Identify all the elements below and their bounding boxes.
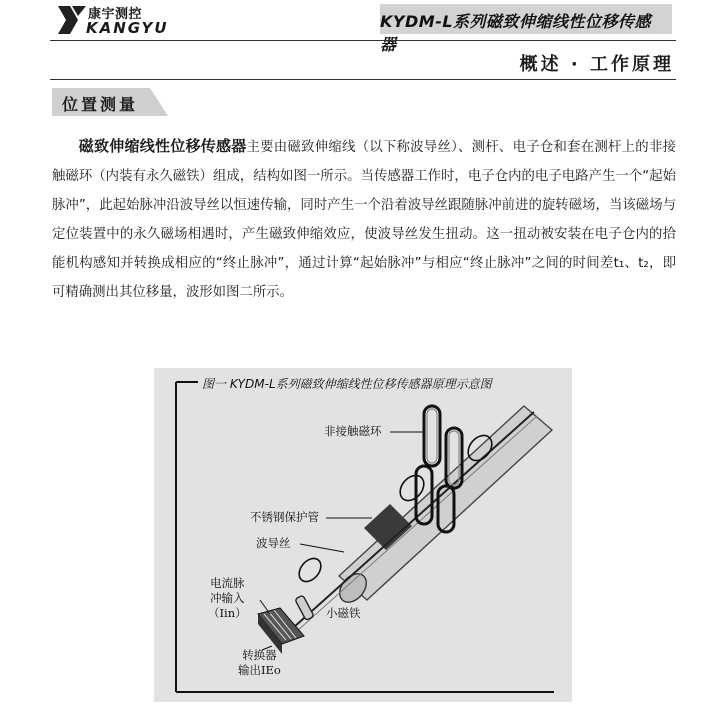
logo-chinese-name: 康宇测控 <box>88 7 143 22</box>
small-magnet-shape <box>295 595 314 620</box>
label-current-pulse <box>208 576 247 621</box>
diagram-drawing <box>154 368 572 702</box>
label-current-pulse-line2: 冲输入 <box>210 591 245 605</box>
label-waveguide: 波导丝 <box>256 536 291 550</box>
logo-mark-icon <box>58 4 88 36</box>
figure-caption: 图一 KYDM-L系列磁致伸缩线性位移传感器原理示意图 <box>202 377 492 391</box>
label-converter-line2: 输出IEo <box>238 663 281 677</box>
subsection-tab <box>52 88 168 116</box>
label-magnet-ring: 非接触磁环 <box>324 424 382 438</box>
logo-english-name: KANGYU <box>86 19 169 37</box>
body-paragraph <box>52 132 676 307</box>
label-converter <box>238 648 281 678</box>
subsection-title: 位置测量 <box>62 95 139 114</box>
paragraph-lead: 磁致伸缩线性位移传感器 <box>78 137 247 155</box>
header-divider <box>50 40 676 41</box>
document-title-box <box>380 4 672 54</box>
label-small-magnet: 小磁铁 <box>326 606 361 620</box>
company-logo <box>58 2 188 38</box>
paragraph-body: 主要由磁致伸缩线（以下称波导丝）、测杆、电子仓和套在测杆上的非接触磁环（内装有永久磁铁）组成，结构如图一所示。当传感器工作时，电子仓内的电子电路产生一个“起始脉冲”，此起始脉冲沿波导丝以恒速传输，同时产生一个沿着波导丝跟随脉冲前进的旋转磁场，当该磁场与定位装置中的永久磁场相遇时，产生磁致伸缩效应，使波导丝发生扭动。这一扭动被安装在电子仓内的拾能机构感知并转换成相应的“终止脉冲”，通过计算“起始脉冲”与相应“终止脉冲”之间的时间差t₁、t₂，即可精确测出其位移量，波形如图二所示。 <box>52 140 676 300</box>
section-title: 概述 · 工作原理 <box>519 54 674 75</box>
principle-diagram <box>154 368 572 702</box>
label-current-pulse-line1: 电流脉 <box>210 576 245 590</box>
label-current-pulse-line3: （Iin） <box>208 606 247 620</box>
label-converter-line1: 转换器 <box>242 648 277 662</box>
document-title: KYDM-L系列磁致伸缩线性位移传感器 <box>380 12 652 54</box>
section-divider <box>50 79 676 80</box>
label-steel-tube: 不锈钢保护管 <box>250 510 319 524</box>
